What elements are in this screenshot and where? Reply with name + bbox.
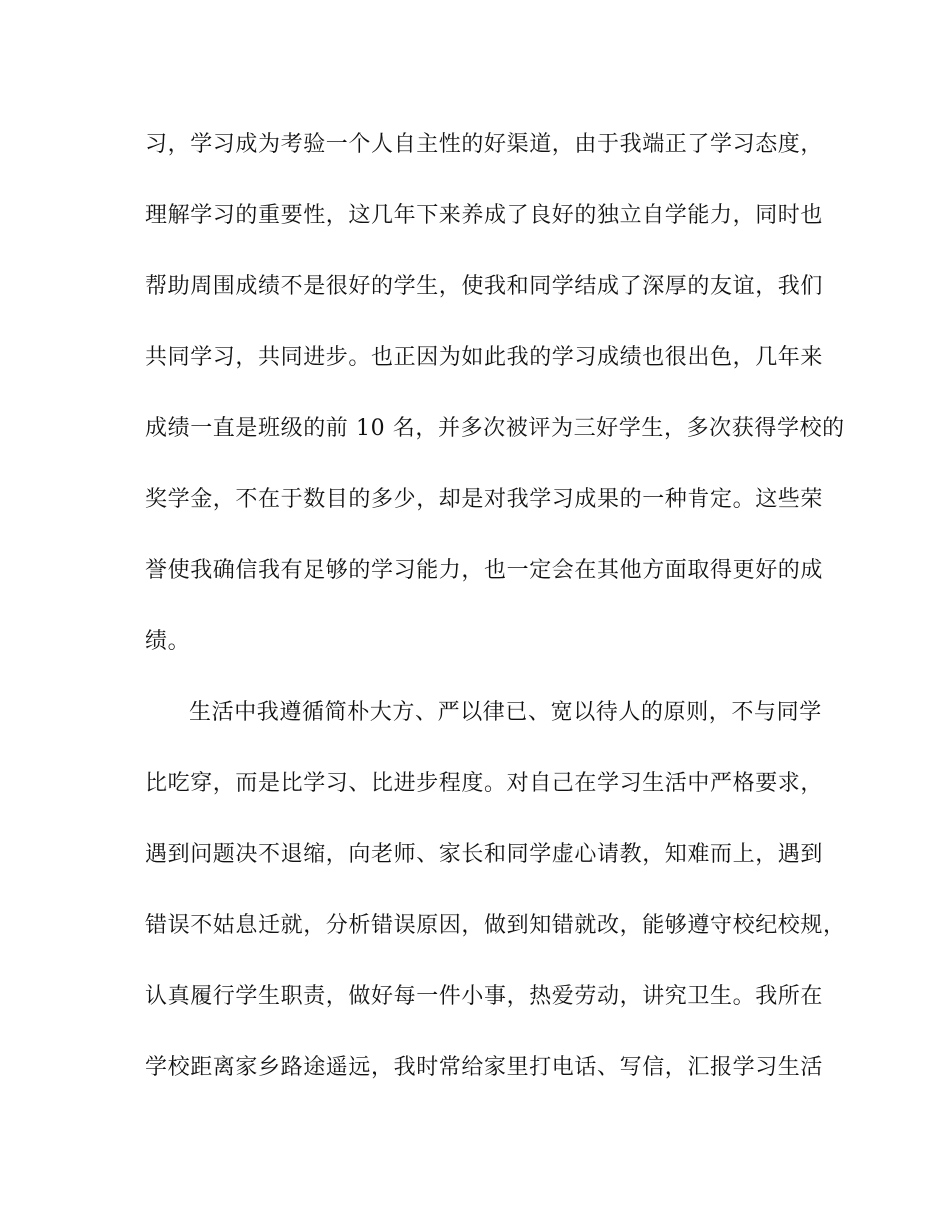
paragraph-1-line-6: 奖学金，不在于数目的多少，却是对我学习成果的一种肯定。这些荣 (145, 487, 824, 512)
paragraph-1-line-8: 绩。 (145, 629, 191, 654)
paragraph-2-line-1: 生活中我遵循简朴大方、严以律已、宽以待人的原则，不与同学 (189, 700, 822, 725)
paragraph-1-line-1: 习，学习成为考验一个人自主性的好渠道，由于我端正了学习态度， (145, 132, 824, 157)
paragraph-2-line-6: 学校距离家乡路途遥远，我时常给家里打电话、写信，汇报学习生活 (145, 1055, 824, 1080)
paragraph-2-line-5: 认真履行学生职责，做好每一件小事，热爱劳动，讲究卫生。我所在 (145, 984, 824, 1009)
paragraph-2-line-4: 错误不姑息迁就，分析错误原因，做到知错就改，能够遵守校纪校规， (145, 913, 846, 938)
paragraph-2-line-3: 遇到问题决不退缩，向老师、家长和同学虚心请教，知难而上，遇到 (145, 842, 824, 867)
paragraph-1-line-7: 誉使我确信我有足够的学习能力，也一定会在其他方面取得更好的成 (145, 558, 824, 583)
paragraph-1-line-2: 理解学习的重要性，这几年下来养成了良好的独立自学能力，同时也 (145, 203, 824, 228)
paragraph-1-line-3: 帮助周围成绩不是很好的学生，使我和同学结成了深厚的友谊，我们 (145, 274, 824, 299)
paragraph-2-line-2: 比吃穿，而是比学习、比进步程度。对自己在学习生活中严格要求， (145, 771, 824, 796)
paragraph-1-line-4: 共同学习，共同进步。也正因为如此我的学习成绩也很出色，几年来 (145, 345, 824, 370)
paragraph-1-line-5: 成绩一直是班级的前 10 名，并多次被评为三好学生，多次获得学校的 (145, 416, 845, 441)
